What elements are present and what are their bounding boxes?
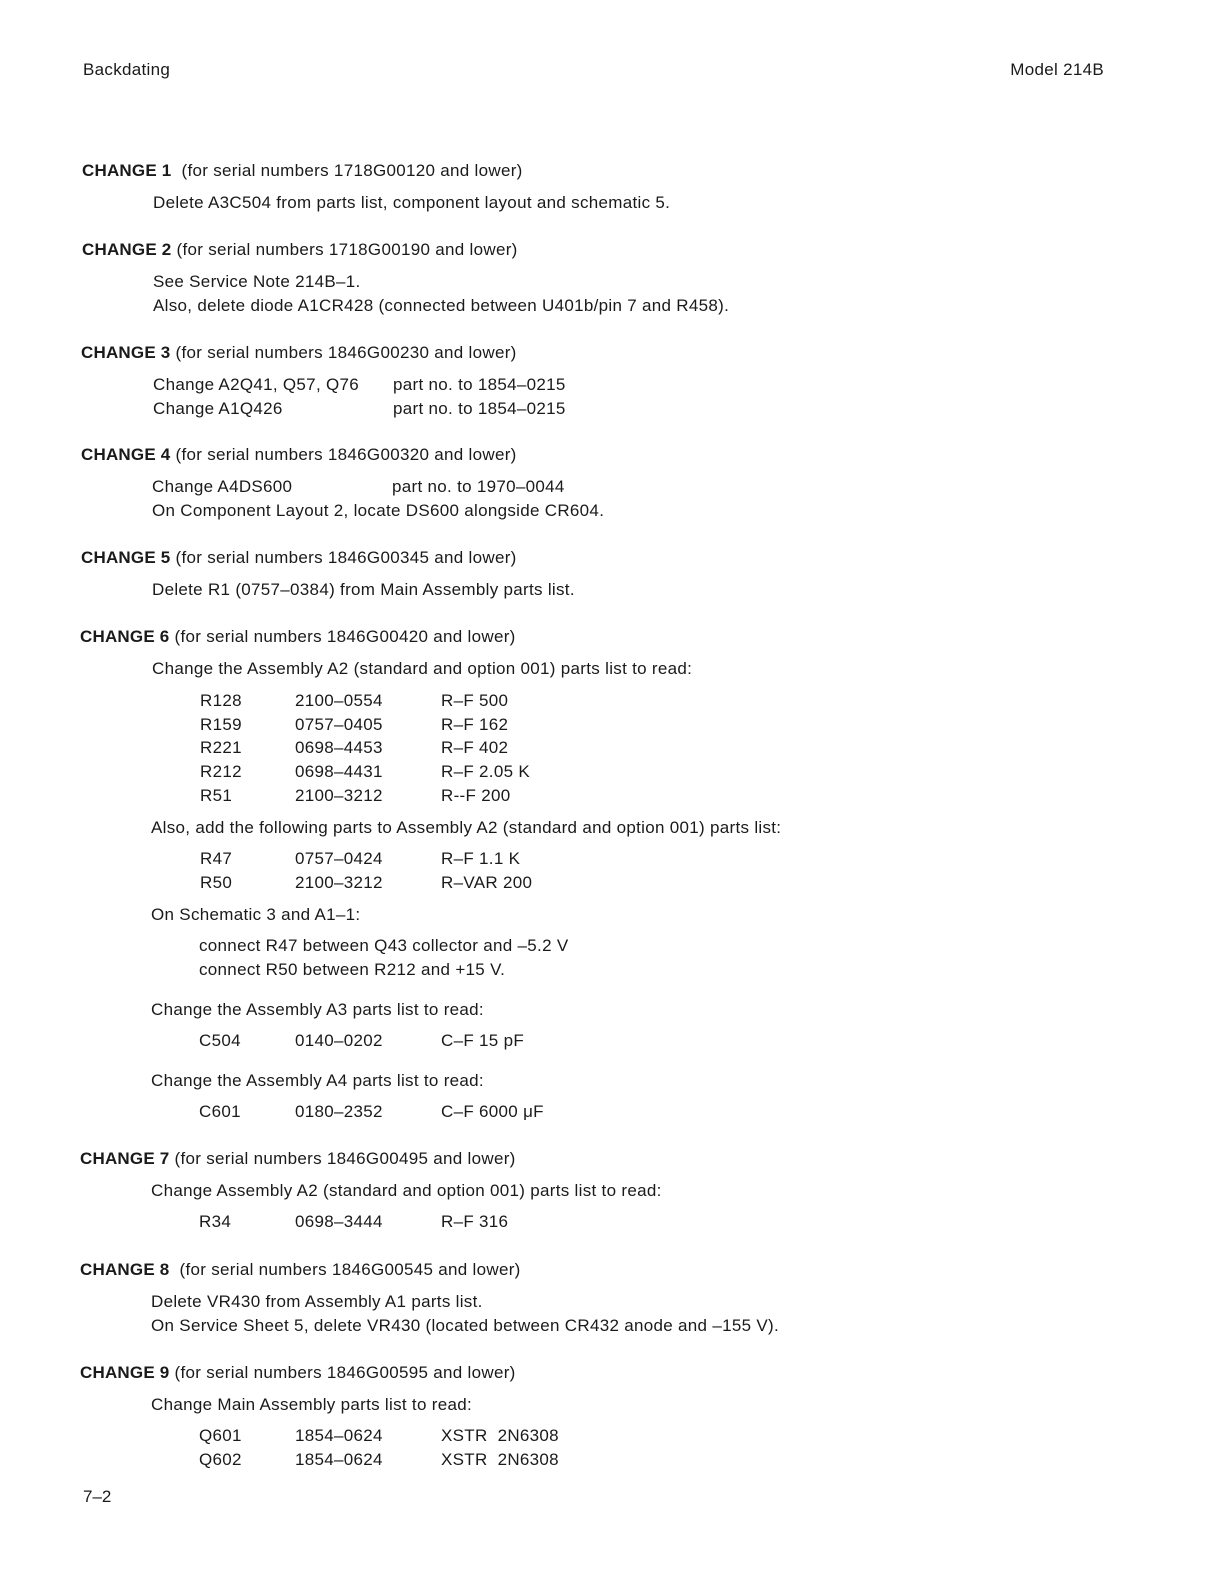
part-ref: R47 <box>200 849 233 868</box>
change-4-item: Change A4DS600 <box>152 477 293 496</box>
part-ref: R128 <box>200 691 242 710</box>
change-6-also: Also, add the following parts to Assembly A2 (standard and option 001) parts list: <box>151 818 782 837</box>
change-3-item: Change A2Q41, Q57, Q76 <box>153 375 360 394</box>
change-3-part: part no. to 1854–0215 <box>393 375 566 394</box>
part-ref: R51 <box>200 786 233 805</box>
part-number: 2100–0554 <box>295 691 383 710</box>
part-number: 1854–0624 <box>295 1426 383 1445</box>
part-desc: R–F 402 <box>441 738 509 757</box>
part-number: 0140–0202 <box>295 1031 383 1050</box>
part-desc: R--F 200 <box>441 786 511 805</box>
part-desc: R–F 1.1 K <box>441 849 521 868</box>
part-number: 0757–0405 <box>295 715 383 734</box>
change-8-line: Delete VR430 from Assembly A1 parts list. <box>151 1292 483 1311</box>
change-5-line: Delete R1 (0757–0384) from Main Assembly parts list. <box>152 580 575 599</box>
change-title: CHANGE 1 <box>82 161 172 180</box>
change-title: CHANGE 3 <box>81 343 171 362</box>
change-title: CHANGE 9 <box>80 1363 170 1382</box>
change-title: CHANGE 4 <box>81 445 171 464</box>
part-ref: R34 <box>199 1212 232 1231</box>
part-number: 0698–3444 <box>295 1212 383 1231</box>
part-desc: R–F 500 <box>441 691 509 710</box>
part-ref: R159 <box>200 715 242 734</box>
part-desc: C–F 6000 μF <box>441 1102 544 1121</box>
change-8-heading <box>80 1258 521 1282</box>
change-serial: (for serial numbers 1846G00230 and lower) <box>175 343 517 362</box>
change-title: CHANGE 8 <box>80 1260 170 1279</box>
change-9-intro: Change Main Assembly parts list to read: <box>151 1395 472 1414</box>
change-4-line: On Component Layout 2, locate DS600 alongside CR604. <box>152 501 605 520</box>
change-1-heading <box>82 159 523 183</box>
change-5-heading <box>81 546 517 570</box>
running-header-left: Backdating <box>83 60 171 79</box>
part-number: 0180–2352 <box>295 1102 383 1121</box>
part-number: 2100–3212 <box>295 786 383 805</box>
part-number: 0757–0424 <box>295 849 383 868</box>
change-serial: (for serial numbers 1846G00595 and lower) <box>174 1363 516 1382</box>
change-serial: (for serial numbers 1846G00345 and lower) <box>175 548 517 567</box>
change-2-line: Also, delete diode A1CR428 (connected between U401b/pin 7 and R458). <box>153 296 730 315</box>
change-6-connect: connect R50 between R212 and +15 V. <box>199 960 506 979</box>
change-3-heading <box>81 341 517 365</box>
part-desc: C–F 15 pF <box>441 1031 525 1050</box>
change-serial: (for serial numbers 1718G00120 and lower) <box>181 161 523 180</box>
change-4-part: part no. to 1970–0044 <box>392 477 565 496</box>
change-6-heading <box>80 625 516 649</box>
change-title: CHANGE 6 <box>80 627 170 646</box>
part-number: 1854–0624 <box>295 1450 383 1469</box>
running-header-right: Model 214B <box>1010 60 1104 79</box>
part-ref: C601 <box>199 1102 241 1121</box>
part-number: 0698–4431 <box>295 762 383 781</box>
part-desc: R–F 316 <box>441 1212 509 1231</box>
part-desc: R–VAR 200 <box>441 873 533 892</box>
change-serial: (for serial numbers 1846G00545 and lower) <box>179 1260 521 1279</box>
change-7-heading <box>80 1147 516 1171</box>
part-desc: R–F 162 <box>441 715 509 734</box>
part-number: 0698–4453 <box>295 738 383 757</box>
change-2-heading <box>82 238 518 262</box>
change-2-line: See Service Note 214B–1. <box>153 272 361 291</box>
part-ref: Q601 <box>199 1426 242 1445</box>
part-ref: R221 <box>200 738 242 757</box>
change-1-line: Delete A3C504 from parts list, component layout and schematic 5. <box>153 193 671 212</box>
change-6-a4: Change the Assembly A4 parts list to read: <box>151 1071 484 1090</box>
change-serial: (for serial numbers 1846G00320 and lower) <box>175 445 517 464</box>
change-6-schematic: On Schematic 3 and A1–1: <box>151 905 361 924</box>
change-4-heading <box>81 443 517 467</box>
part-ref: R212 <box>200 762 242 781</box>
change-serial: (for serial numbers 1846G00495 and lower) <box>174 1149 516 1168</box>
part-desc: R–F 2.05 K <box>441 762 530 781</box>
change-serial: (for serial numbers 1718G00190 and lower) <box>176 240 518 259</box>
change-6-connect: connect R47 between Q43 collector and –5.2 V <box>199 936 569 955</box>
change-7-intro: Change Assembly A2 (standard and option 001) parts list to read: <box>151 1181 662 1200</box>
change-title: CHANGE 2 <box>82 240 172 259</box>
change-9-heading <box>80 1361 516 1385</box>
part-ref: C504 <box>199 1031 241 1050</box>
part-ref: R50 <box>200 873 233 892</box>
change-serial: (for serial numbers 1846G00420 and lower) <box>174 627 516 646</box>
change-title: CHANGE 7 <box>80 1149 170 1168</box>
part-ref: Q602 <box>199 1450 242 1469</box>
change-3-part: part no. to 1854–0215 <box>393 399 566 418</box>
part-desc: XSTR 2N6308 <box>441 1450 559 1469</box>
part-desc: XSTR 2N6308 <box>441 1426 559 1445</box>
change-6-a3: Change the Assembly A3 parts list to read: <box>151 1000 484 1019</box>
page-number: 7–2 <box>83 1487 112 1506</box>
change-title: CHANGE 5 <box>81 548 171 567</box>
part-number: 2100–3212 <box>295 873 383 892</box>
change-3-item: Change A1Q426 <box>153 399 283 418</box>
change-6-intro: Change the Assembly A2 (standard and option 001) parts list to read: <box>152 659 693 678</box>
change-8-line: On Service Sheet 5, delete VR430 (located between CR432 anode and –155 V). <box>151 1316 779 1335</box>
